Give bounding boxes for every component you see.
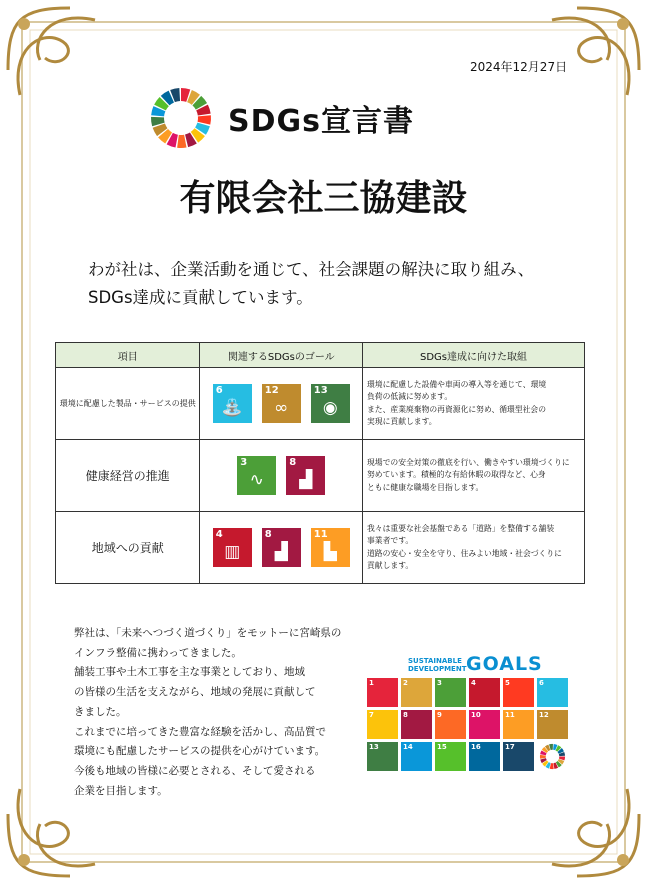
goal-number: 11 [505, 711, 515, 719]
sdg-mini-tile [435, 710, 466, 739]
wheel-segment [177, 135, 186, 148]
initiative-line: 現場での安全対策の徹底を行い、働きやすい環境づくりに [367, 457, 570, 467]
sdg-mini-tile [401, 742, 432, 771]
row-initiative [363, 512, 585, 584]
company-name: 有限会社三協建設 [179, 178, 468, 219]
page-title: SDGs宣言書 [228, 104, 414, 139]
statement-line: 今後も地域の皆様に必要とされる、そして愛される [74, 764, 316, 777]
initiative-line: 環境に配慮した設備や車両の導入等を通じて、環境 [367, 379, 547, 389]
city-icon: ▙ [323, 542, 337, 562]
goal-number: 12 [264, 385, 279, 396]
goal-number: 6 [539, 679, 544, 687]
sdg-goal-8-tile [262, 528, 301, 567]
row-item: 健康経営の推進 [56, 440, 200, 512]
sdg-mini-tile [537, 678, 568, 707]
sdg-mini-tile [469, 710, 500, 739]
header-initiative: SDGs達成に向けた取組 [363, 343, 585, 368]
sdg-goal-8-tile [286, 456, 325, 495]
goal-number: 3 [240, 457, 248, 468]
sdg-mini-tile [537, 710, 568, 739]
row-goals [200, 368, 363, 440]
statement-line: 弊社は、「未来へつづく道づくり」をモットーに宮崎県の [74, 627, 342, 639]
sdg-mini-tile [401, 678, 432, 707]
sdg-mini-tile [503, 678, 534, 707]
initiative-line: 事業者です。 [367, 536, 414, 545]
goal-number: 7 [369, 711, 374, 719]
initiative-line: 努めています。積極的な有給休暇の取得など、心身 [367, 470, 546, 480]
table-row [56, 440, 585, 512]
statement-line: の皆様の生活を支えながら、地域の発展に貢献して [74, 686, 316, 699]
goal-number: 8 [403, 711, 408, 719]
goal-number: 8 [289, 457, 297, 468]
row-initiative [363, 368, 585, 440]
intro-line: わが社は、企業活動を通じて、社会課題の解決に取り組み、 [88, 260, 535, 279]
statement-line: インフラ整備に携わってきました。 [74, 646, 242, 659]
intro-text [88, 256, 568, 312]
goal-number: 5 [505, 679, 510, 687]
goal-number: 6 [215, 385, 223, 396]
wheel-segment [540, 755, 546, 759]
sdg-mini-tile [367, 742, 398, 771]
header [150, 88, 414, 148]
initiative-line: また、産業廃棄物の再資源化に努め、循環型社会の [367, 404, 547, 414]
infinity-icon: ∞ [274, 398, 289, 418]
company-statement [74, 624, 364, 801]
initiative-line: 我々は重要な社会基盤である「道路」を整備する舗装 [367, 523, 555, 533]
row-initiative [363, 440, 585, 512]
goals-wordmark: GOALS [466, 653, 543, 675]
sdg-mini-tile [367, 710, 398, 739]
sdg-mini-tile [435, 678, 466, 707]
sdg-mini-tile [469, 678, 500, 707]
statement-line: 企業を目指します。 [74, 784, 168, 797]
table-row [56, 512, 585, 584]
sdg-goal-3-tile [237, 456, 276, 495]
sdg-goal-12-tile [262, 384, 301, 423]
goal-number: 14 [403, 743, 413, 751]
sdg-goal-13-tile [311, 384, 350, 423]
goal-number: 13 [369, 743, 379, 751]
goal-number: 16 [471, 743, 481, 751]
header-goals: 関連するSDGsのゴール [200, 343, 363, 368]
sdg-mini-tile [503, 742, 534, 771]
row-goals [200, 440, 363, 512]
initiative-line: 実現に貢献します。 [367, 417, 437, 426]
sdg-mini-tile [435, 742, 466, 771]
row-item: 地域への貢献 [56, 512, 200, 584]
goal-number: 10 [471, 711, 481, 719]
logo-line: DEVELOPMENT [408, 665, 467, 673]
row-item: 環境に配慮した製品・サービスの提供 [56, 368, 200, 440]
sdg-mini-tile [401, 710, 432, 739]
water-icon: ⛲ [221, 398, 243, 418]
table-row [56, 368, 585, 440]
sdgs-goals-grid [367, 678, 577, 774]
goal-number: 3 [437, 679, 442, 687]
header-item: 項目 [56, 343, 200, 368]
initiative-line: 貢献します。 [367, 561, 414, 570]
sdg-goal-6-tile [213, 384, 252, 423]
goal-number: 11 [313, 529, 328, 540]
earth-eye-icon: ◉ [322, 398, 338, 418]
intro-line: SDGs達成に貢献しています。 [88, 288, 313, 307]
sdgs-goals-table [55, 342, 585, 584]
goal-number: 17 [505, 743, 515, 751]
statement-line: これまでに培ってきた豊富な経験を活かし、高品質で [74, 725, 326, 738]
sdg-mini-tile [469, 742, 500, 771]
goal-number: 4 [215, 529, 223, 540]
sdgs-wheel-icon [537, 742, 568, 771]
growth-chart-icon: ▟ [299, 470, 313, 490]
sdg-goal-4-tile [213, 528, 252, 567]
logo-line: SUSTAINABLE [408, 657, 462, 665]
wheel-segment [198, 115, 211, 124]
heartbeat-icon: ∿ [249, 470, 264, 490]
sdg-mini-tile [367, 678, 398, 707]
goal-number: 13 [313, 385, 328, 396]
sdgs-logo-text [408, 657, 466, 673]
initiative-line: ともに健康な職場を目指します。 [367, 482, 484, 492]
book-icon: ▥ [224, 542, 241, 562]
goal-number: 9 [437, 711, 442, 719]
statement-line: 舗装工事や土木工事を主な事業としており、地域 [74, 666, 305, 679]
goal-number: 2 [403, 679, 408, 687]
goal-number: 4 [471, 679, 476, 687]
initiative-line: 負荷の低減に努めます。 [367, 392, 453, 401]
issue-date: 2024年12月27日 [470, 60, 568, 74]
sdg-goal-11-tile [311, 528, 350, 567]
goal-number: 8 [264, 529, 272, 540]
goal-number: 15 [437, 743, 447, 751]
initiative-line: 道路の安心・安全を守り、住みよい地域・社会づくりに [367, 548, 562, 558]
row-goals [200, 512, 363, 584]
growth-chart-icon: ▟ [274, 542, 288, 562]
goal-number: 12 [539, 711, 549, 719]
statement-line: 環境にも配慮したサービスの提供を心がけています。 [74, 745, 326, 758]
statement-line: きました。 [74, 705, 127, 718]
sdgs-wheel-icon [150, 87, 212, 149]
sdg-mini-tile [503, 710, 534, 739]
goal-number: 1 [369, 679, 374, 687]
